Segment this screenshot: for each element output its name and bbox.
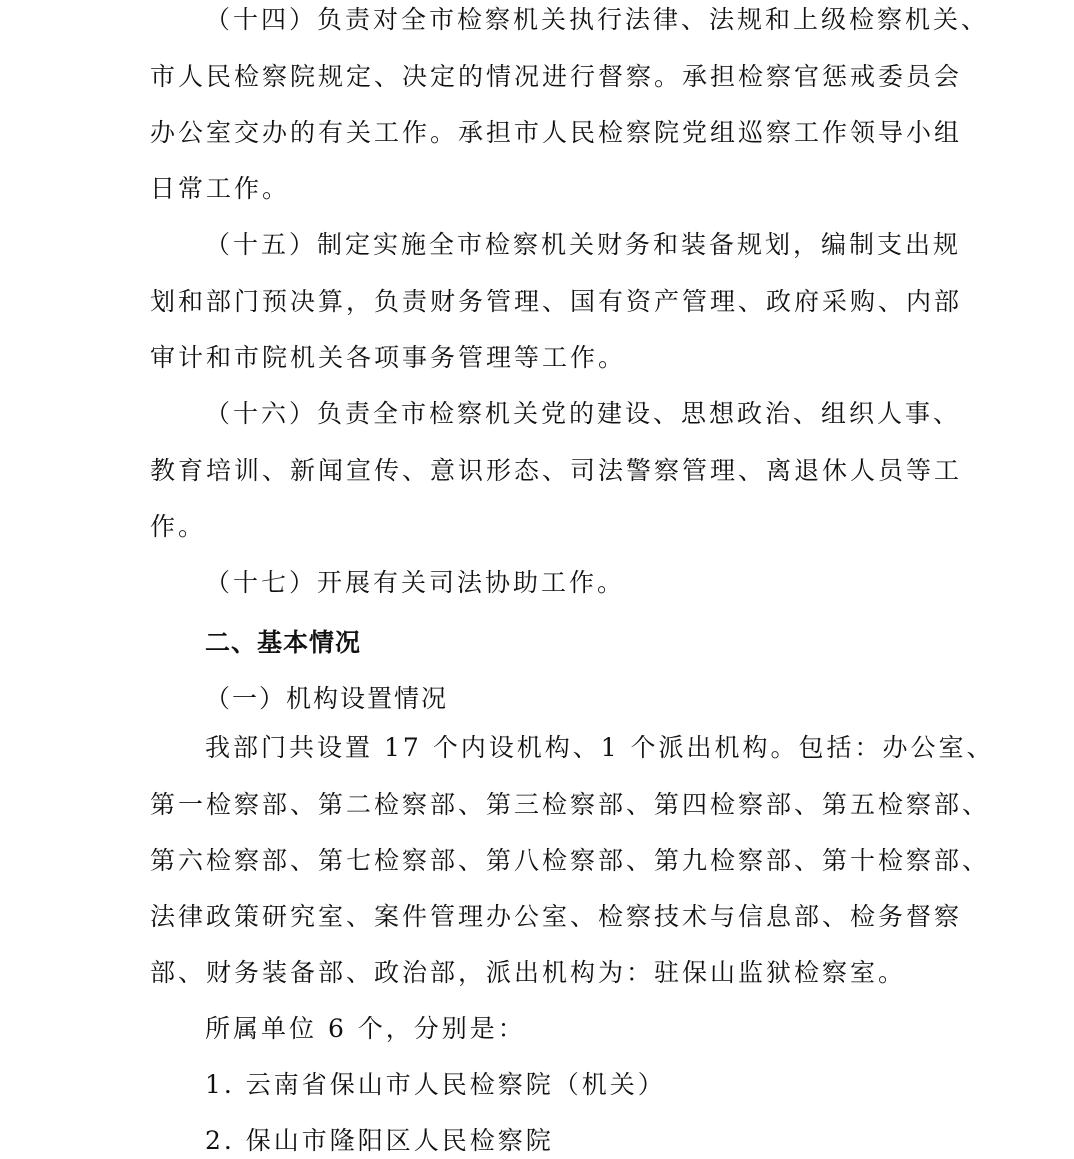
paragraph-15-line-3: 审计和市院机关各项事务管理等工作。	[150, 343, 627, 372]
org-paragraph-line-2: 第一检察部、第二检察部、第三检察部、第四检察部、第五检察部、	[150, 790, 991, 819]
paragraph-16-line-1: （十六）负责全市检察机关党的建设、思想政治、组织人事、	[205, 399, 962, 428]
paragraph-14-line-1: （十四）负责对全市检察机关执行法律、法规和上级检察机关、	[205, 5, 990, 34]
paragraph-15-line-2: 划和部门预决算，负责财务管理、国有资产管理、政府采购、内部	[150, 287, 963, 316]
org-paragraph-line-4: 法律政策研究室、案件管理办公室、检察技术与信息部、检务督察	[150, 902, 963, 931]
org-paragraph-line-3: 第六检察部、第七检察部、第八检察部、第九检察部、第十检察部、	[150, 846, 991, 875]
org-paragraph-line-1: 我部门共设置 17 个内设机构、1 个派出机构。包括：办公室、	[205, 733, 995, 762]
paragraph-17-line-1: （十七）开展有关司法协助工作。	[205, 568, 626, 597]
paragraph-15-line-1: （十五）制定实施全市检察机关财务和装备规划，编制支出规	[205, 230, 962, 259]
paragraph-16-line-2: 教育培训、新闻宣传、意识形态、司法警察管理、离退休人员等工	[150, 456, 963, 485]
paragraph-14-line-2: 市人民检察院规定、决定的情况进行督察。承担检察官惩戒委员会	[150, 62, 963, 91]
units-intro: 所属单位 6 个，分别是：	[205, 1014, 526, 1043]
unit-list-item: 2. 保山市隆阳区人民检察院	[205, 1126, 554, 1155]
paragraph-16-line-3: 作。	[150, 512, 207, 541]
unit-list-item: 1. 云南省保山市人民检察院（机关）	[205, 1070, 666, 1099]
paragraph-14-line-3: 办公室交办的有关工作。承担市人民检察院党组巡察工作领导小组	[150, 118, 963, 147]
section-heading: 二、基本情况	[205, 628, 362, 657]
org-paragraph-line-5: 部、财务装备部、政治部，派出机构为：驻保山监狱检察室。	[150, 958, 907, 987]
subsection-heading: （一）机构设置情况	[205, 684, 449, 713]
paragraph-14-line-4: 日常工作。	[150, 174, 291, 203]
